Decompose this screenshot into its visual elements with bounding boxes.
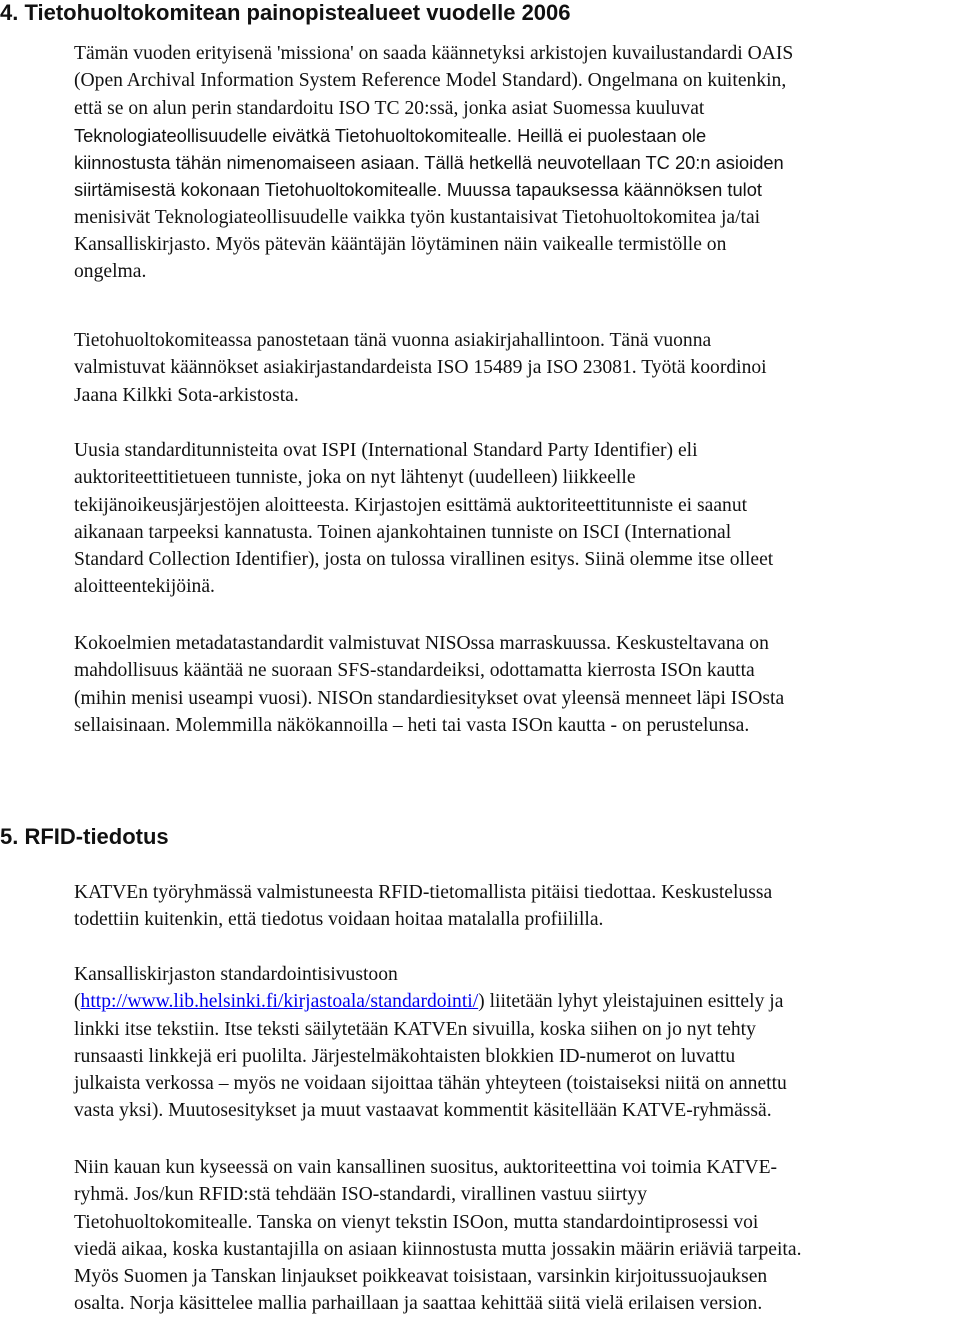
text-line: tekijänoikeusjärjestöjen aloitteesta. Kirjastojen esittämä auktoriteettitunniste ei saanut: [74, 494, 748, 516]
text-line: kiinnostusta tähän nimenomaiseen asiaan. Tällä hetkellä neuvotellaan TC 20:n asioiden: [74, 152, 784, 174]
section-4-paragraph-1: [74, 40, 793, 286]
text-line: menisivät Teknologiateollisuudelle vaikka työn kustantaisivat Tietohuoltokomitea ja/tai: [74, 206, 761, 228]
section-4-paragraph-2: [74, 327, 767, 409]
text-line: sellaisinaan. Molemmilla näkökannoilla – heti tai vasta ISOn kautta - on perustelunsa.: [74, 714, 750, 736]
text-line: osalta. Norja käsittelee mallia parhaillaan ja saattaa kehittää siitä vielä erilaisen version.: [74, 1293, 763, 1315]
text-line: linkki itse tekstiin. Itse teksti säilytetään KATVEn sivuilla, koska siihen on jo nyt tehty: [74, 1018, 756, 1040]
link-trailing-text: ) liitetään lyhyt yleistajuinen esittely ja: [478, 991, 784, 1013]
text-line: julkaista verkossa – myös ne voidaan sijoittaa tähän yhteyteen (toistaiseksi niitä on annettu: [74, 1073, 787, 1095]
text-line: (Open Archival Information System Reference Model Standard). Ongelmana on kuitenkin,: [74, 70, 787, 92]
section-4-heading: 4. Tietohuoltokomitean painopistealueet vuodelle 2006: [0, 0, 571, 25]
text-line: KATVEn työryhmässä valmistuneesta RFID-tietomallista pitäisi tiedottaa. Keskustelussa: [74, 882, 773, 903]
text-line: viedä aikaa, koska kustantajilla on asiaan kiinnostusta mutta jossakin määrin eriäviä tarpeita.: [74, 1238, 802, 1260]
text-line: ongelma.: [74, 261, 147, 283]
text-line: Tämän vuoden erityisenä 'missiona' on saada käännetyksi arkistojen kuvailustandardi OAIS: [74, 43, 794, 64]
section-4-paragraph-3: [74, 437, 773, 601]
text-line: Niin kauan kun kyseessä on vain kansallinen suositus, auktoriteettina voi toimia KATVE-: [74, 1157, 778, 1178]
text-line: Uusia standarditunnisteita ovat ISPI (International Standard Party Identifier) eli: [74, 440, 698, 461]
text-line: että se on alun perin standardoitu ISO TC 20:ssä, jonka asiat Suomessa kuuluvat: [74, 97, 705, 119]
section-5-paragraph-3: [74, 1154, 801, 1318]
section-5-heading: 5. RFID-tiedotus: [0, 824, 169, 849]
text-line: ryhmä. Jos/kun RFID:stä tehdään ISO-standardi, virallinen vastuu siirtyy: [74, 1184, 648, 1206]
text-line: auktoriteettitietueen tunniste, joka on nyt lähtenyt (uudelleen) liikkeelle: [74, 467, 636, 489]
text-line: Teknologiateollisuudelle eivätkä Tietohuoltokomitealle. Heillä ei puolestaan ole: [74, 124, 707, 146]
paren-open: (: [74, 991, 81, 1013]
text-line: valmistuvat käännökset asiakirjastandardeista ISO 15489 ja ISO 23081. Työtä koordinoi: [74, 357, 767, 379]
text-line: todettiin kuitenkin, että tiedotus voidaan hoitaa matalalla profiililla.: [74, 909, 604, 931]
text-line: aloitteentekijöinä.: [74, 576, 215, 598]
text-line: Kansalliskirjasto. Myös pätevän kääntäjän löytäminen näin vaikealle termistölle on: [74, 234, 727, 256]
section-5-paragraph-1: [74, 879, 772, 934]
text-line: vasta yksi). Muutosesitykset ja muut vastaavat kommentit käsitellään KATVE-ryhmässä.: [74, 1100, 772, 1122]
standardointi-link[interactable]: http://www.lib.helsinki.fi/kirjastoala/standardointi/: [80, 991, 479, 1013]
text-line: siirtämisestä kokonaan Tietohuoltokomitealle. Muussa tapauksessa käännöksen tulot: [74, 179, 762, 201]
text-line: aikanaan tarpeeksi kannatusta. Toinen ajankohtainen tunniste on ISCI (International: [74, 521, 732, 543]
text-line: Tietohuoltokomiteassa panostetaan tänä vuonna asiakirjahallintoon. Tänä vuonna: [74, 330, 712, 351]
text-line: mahdollisuus kääntää ne suoraan SFS-standardeiksi, odottamatta kierrosta ISOn kautta: [74, 660, 755, 682]
text-line: runsaasti linkkejä eri puolilta. Järjestelmäkohtaisten blokkien ID-numerot on luvattu: [74, 1045, 736, 1067]
section-4-paragraph-4: [74, 630, 784, 739]
text-line: Kansalliskirjaston standardointisivustoon: [74, 964, 398, 985]
text-line: Myös Suomen ja Tanskan linjaukset poikkeavat toisistaan, varsinkin kirjoitussuojauksen: [74, 1266, 768, 1288]
text-line-with-link: [74, 988, 787, 1015]
text-line: Kokoelmien metadatastandardit valmistuvat NISOssa marraskuussa. Keskusteltavana on: [74, 633, 769, 654]
text-line: (mihin menisi useampi vuosi). NISOn standardiesitykset ovat yleensä menneet läpi ISOsta: [74, 687, 785, 709]
section-5-paragraph-2: [74, 961, 787, 1125]
text-line: Tietohuoltokomitealle. Tanska on vienyt tekstin ISOon, mutta standardointiprosessi voi: [74, 1211, 759, 1233]
text-line: Standard Collection Identifier), josta on tulossa virallinen esitys. Siinä olemme itse olleet: [74, 549, 774, 571]
text-line: Jaana Kilkki Sota-arkistosta.: [74, 384, 299, 406]
